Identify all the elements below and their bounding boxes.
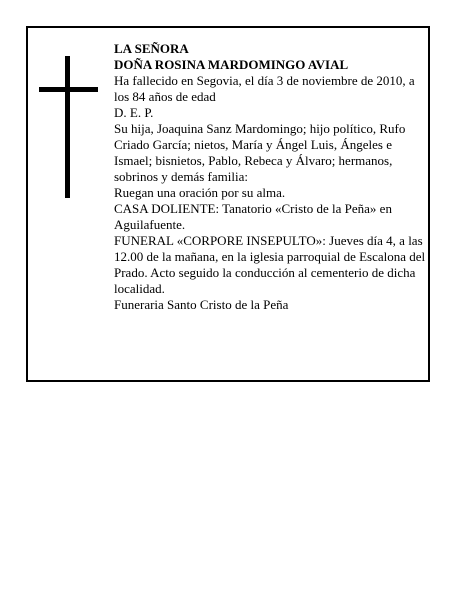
cross-vertical-bar [65, 56, 70, 198]
rest-in-peace: D. E. P. [114, 105, 154, 120]
death-announcement: Ha fallecido en Segovia, el día 3 de noviembre de 2010, a los 84 años de edad [114, 73, 415, 104]
deceased-name: DOÑA ROSINA MARDOMINGO AVIAL [114, 57, 349, 72]
family-list: Su hija, Joaquina Sanz Mardomingo; hijo político, Rufo Criado García; nietos, María y Ángel Luis, Ángeles e Ismael; bisnietos, Pablo, Rebeca y Álvaro; hermanos, sobrinos y demás familia: [114, 121, 406, 184]
mourning-house: CASA DOLIENTE: Tanatorio «Cristo de la Peña» en Aguilafuente. [114, 201, 392, 232]
prayer-request: Ruegan una oración por su alma. [114, 185, 286, 200]
notice-text [114, 41, 426, 313]
obituary-notice [26, 26, 430, 382]
funeral-details: FUNERAL «CORPORE INSEPULTO»: Jueves día 4, a las 12.00 de la mañana, en la iglesia parroquial de Escalona del Prado. Acto seguido la conducción al cementerio de dicha localidad. [114, 233, 426, 296]
notice-title-line-1: LA SEÑORA [114, 41, 189, 56]
cross-horizontal-bar [39, 87, 98, 92]
funeral-home: Funeraria Santo Cristo de la Peña [114, 297, 289, 312]
